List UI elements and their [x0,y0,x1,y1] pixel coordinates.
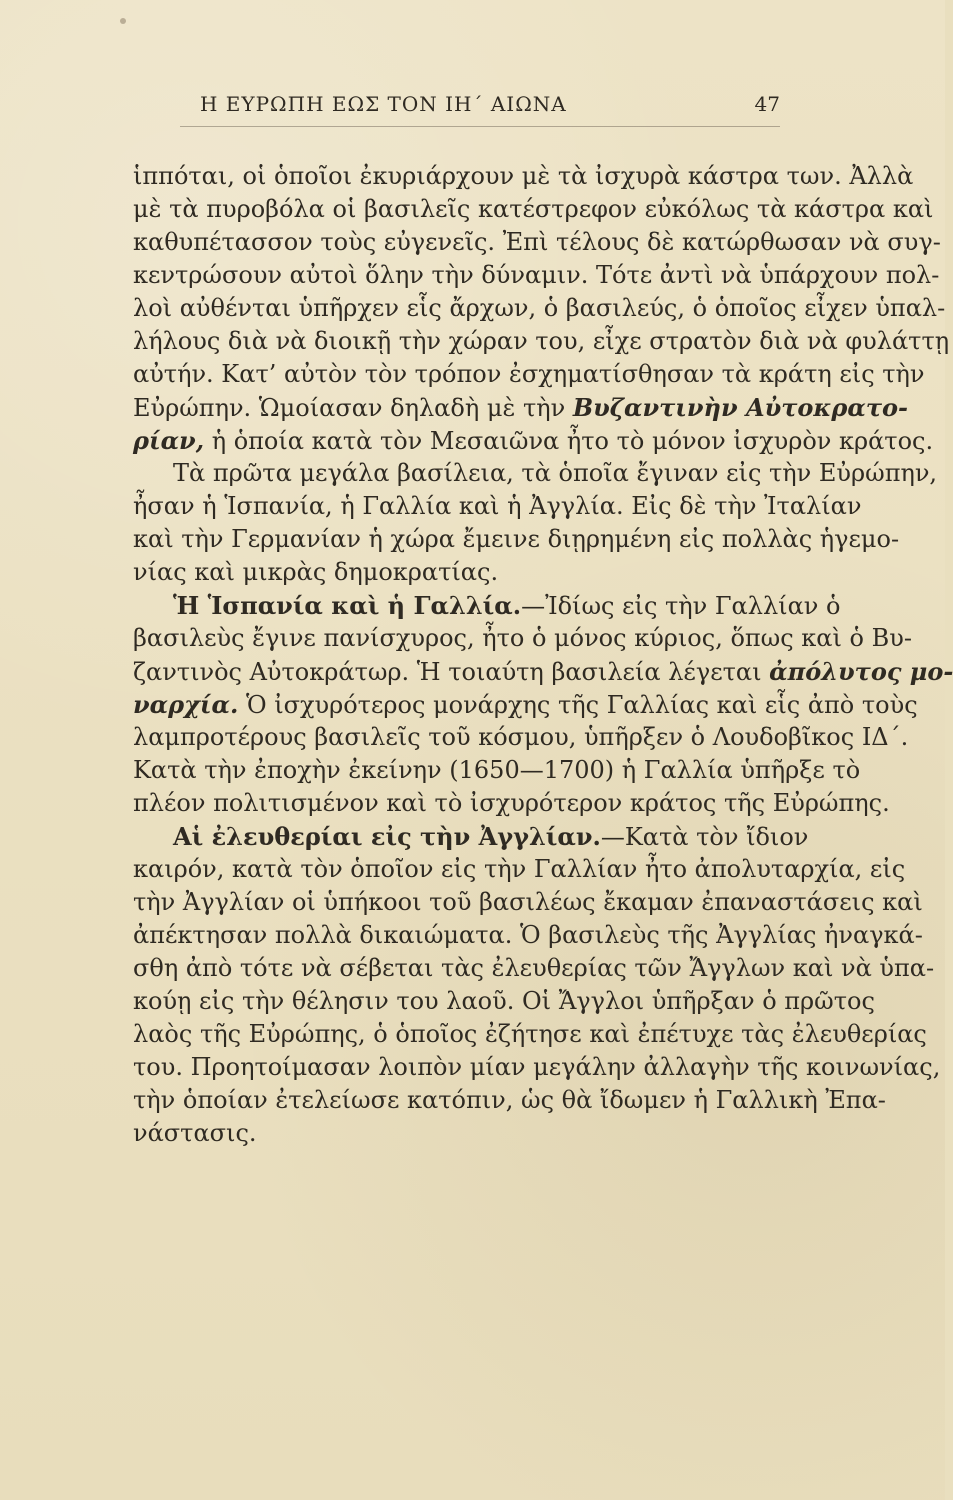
paper-stain [120,18,126,24]
section-1-heading: Ἡ Ἱσπανία καὶ ἡ Γαλλία. [173,591,522,620]
paragraph-1-line-3: καθυπέτασσον τοὺς εὐγενεῖς. Ἐπὶ τέλους δὲ κατώρθωσαν νὰ συγ- [133,228,941,256]
paragraph-1-line-8 [133,391,908,424]
section-1-emphasis-start: ἀπόλυτος μο- [769,657,953,686]
section-1-heading-line [133,589,841,622]
paragraph-1-emphasis-start: Βυζαντινὴν Αὐτοκρατο- [572,393,908,422]
paragraph-1-line-8-text: Εὐρώπην. Ὡμοίασαν δηλαδὴ μὲ τὴν [133,394,573,422]
section-1-line-4 [133,688,918,721]
paragraph-2-line-3: καὶ τὴν Γερμανίαν ἡ χώρα ἔμεινε διῃρημένη εἰς πολλὰς ἡγεμο- [133,525,900,553]
paragraph-1-emphasis-end: ρίαν, [133,426,205,455]
paragraph-1-line-6: λήλους διὰ νὰ διοικῇ τὴν χώραν του, εἶχε στρατὸν διὰ νὰ φυλάττῃ [133,327,950,355]
paragraph-1-line-4: κεντρώσουν αὐτοὶ ὅλην τὴν δύναμιν. Τότε ἀντὶ νὰ ὑπάρχουν πολ- [133,261,940,289]
section-1-emphasis-end: ναρχία. [133,690,239,719]
paragraph-1-line-2: μὲ τὰ πυροβόλα οἱ βασιλεῖς κατέστρεφον εὐκόλως τὰ κάστρα καὶ [133,195,934,223]
paragraph-1-line-1: ἱππόται, οἱ ὁποῖοι ἐκυριάρχουν μὲ τὰ ἰσχυρὰ κάστρα των. Ἀλλὰ [133,162,914,190]
section-1-line-2: βασιλεὺς ἔγινε πανίσχυρος, ἦτο ὁ μόνος κύριος, ὅπως καὶ ὁ Βυ- [133,624,912,652]
section-2-line-10: νάστασις. [133,1119,257,1147]
page-header [200,92,780,122]
section-1-line-5: λαμπροτέρους βασιλεῖς τοῦ κόσμου, ὑπῆρξεν ὁ Λουδοβῖκος ΙΔ΄. [133,723,909,751]
section-2-line-2: καιρόν, κατὰ τὸν ὁποῖον εἰς τὴν Γαλλίαν ἦτο ἀπολυταρχία, εἰς [133,855,906,883]
section-1-line-3 [133,655,953,688]
paragraph-2-line-1: Τὰ πρῶτα μεγάλα βασίλεια, τὰ ὁποῖα ἔγιναν εἰς τὴν Εὐρώπην, [173,459,938,487]
page-body [133,160,953,1150]
section-1-line-3-text: ζαντινὸς Αὐτοκράτωρ. Ἡ τοιαύτη βασιλεία λέγεται [133,658,770,686]
header-rule [180,126,780,127]
paragraph-2-line-2: ἦσαν ἡ Ἱσπανία, ἡ Γαλλία καὶ ἡ Ἀγγλία. Εἰς δὲ τὴν Ἰταλίαν [133,492,862,520]
page-number: 47 [754,92,780,116]
section-2-heading-line [133,820,809,853]
paragraph-1-line-9-text: ἡ ὁποία κατὰ τὸν Μεσαιῶνα ἦτο τὸ μόνον ἰσχυρὸν κράτος. [204,427,934,455]
section-2-line-9: τὴν ὁποίαν ἐτελείωσε κατόπιν, ὡς θὰ ἴδωμεν ἡ Γαλλικὴ Ἐπα- [133,1086,886,1114]
section-1-line-7: πλέον πολιτισμένον καὶ τὸ ἰσχυρότερον κράτος τῆς Εὐρώπης. [133,789,890,817]
section-1-line-6: Κατὰ τὴν ἐποχὴν ἐκείνην (1650—1700) ἡ Γαλλία ὑπῆρξε τὸ [133,756,861,784]
paragraph-1-line-7: αὐτήν. Κατ’ αὐτὸν τὸν τρόπον ἐσχηματίσθησαν τὰ κράτη εἰς τὴν [133,360,925,388]
section-2-line-5: σθη ἀπὸ τότε νὰ σέβεται τὰς ἐλευθερίας τῶν Ἄγγλων καὶ νὰ ὑπα- [133,954,935,982]
section-2-line-3: τὴν Ἀγγλίαν οἱ ὑπήκοοι τοῦ βασιλέως ἔκαμαν ἐπαναστάσεις καὶ [133,888,923,916]
section-2-line-7: λαὸς τῆς Εὐρώπης, ὁ ὁποῖος ἐζήτησε καὶ ἐπέτυχε τὰς ἐλευθερίας [133,1020,927,1048]
section-2-line-6: κούῃ εἰς τὴν θέλησιν του λαοῦ. Οἱ Ἄγγλοι ὑπῆρξαν ὁ πρῶτος [133,987,875,1015]
paragraph-1-line-9 [133,424,934,457]
section-2-line-8: του. Προητοίμασαν λοιπὸν μίαν μεγάλην ἀλλαγὴν τῆς κοινωνίας, [133,1053,941,1081]
paragraph-2-line-4: νίας καὶ μικρὰς δημοκρατίας. [133,558,499,586]
section-2-line-4: ἀπέκτησαν πολλὰ δικαιώματα. Ὁ βασιλεὺς τῆς Ἀγγλίας ἠναγκά- [133,921,923,949]
section-2-heading-continuation: —Κατὰ τὸν ἴδιον [600,823,809,851]
section-1-line-4-text: Ὁ ἰσχυρότερος μονάρχης τῆς Γαλλίας καὶ εἷς ἀπὸ τοὺς [238,691,918,719]
section-2-heading: Αἱ ἐλευθερίαι εἰς τὴν Ἀγγλίαν. [173,822,601,851]
paragraph-1-line-5: λοὶ αὐθένται ὑπῆρχεν εἷς ἄρχων, ὁ βασιλεύς, ὁ ὁποῖος εἶχεν ὑπαλ- [133,294,946,322]
running-head: Η ΕΥΡΩΠΗ ΕΩΣ ΤΟΝ ΙΗ΄ ΑΙΩΝΑ [200,92,567,116]
section-1-heading-continuation: —Ἰδίως εἰς τὴν Γαλλίαν ὁ [521,592,841,620]
